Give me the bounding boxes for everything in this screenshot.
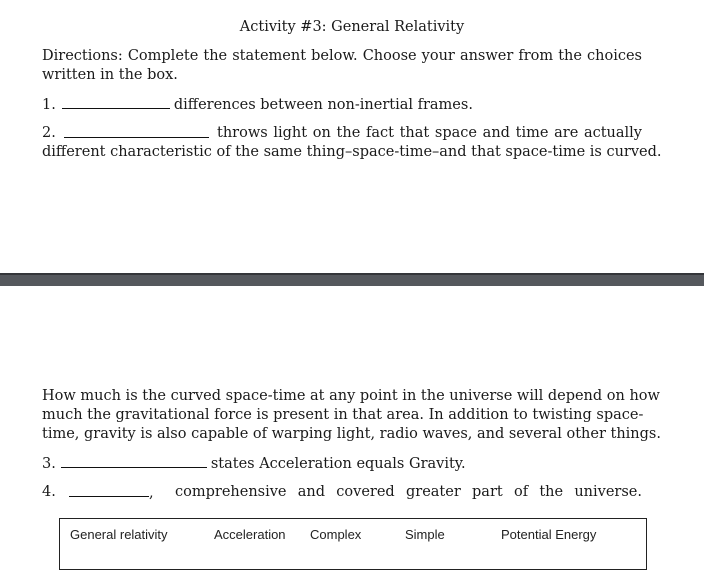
choice-simple[interactable]: Simple [405,527,445,542]
activity-title: Activity #3: General Relativity [239,19,465,35]
item-4-punct: , [149,485,154,501]
item-3-text: states Acceleration equals Gravity. [210,456,466,472]
item-2-text-line-2: different characteristic of the same thing–space-time–and that space-time is curved. [42,144,662,160]
page-divider [0,273,704,286]
item-2-number: 2. [42,125,56,141]
choice-general-relativity[interactable]: General relativity [70,527,168,542]
item-4-number: 4. [42,484,56,500]
item-1 [42,95,473,115]
choice-potential-energy[interactable]: Potential Energy [501,527,597,542]
item-3-blank[interactable] [61,454,207,468]
item-1-blank[interactable] [62,95,170,109]
item-1-text: differences between non-inertial frames. [173,97,473,113]
paragraph-line-3: time, gravity is also capable of warping light, radio waves, and several other things. [42,426,661,442]
item-3 [42,454,466,474]
item-4-blank[interactable] [69,483,149,497]
paragraph-line-2: much the gravitational force is present in that area. In addition to twisting space- [42,407,644,423]
choices-box [59,518,647,570]
item-2-text-line-1: throws light on the fact that space and time are actually [217,125,642,141]
choice-acceleration[interactable]: Acceleration [214,527,286,542]
choice-complex[interactable]: Complex [310,527,362,542]
item-1-number: 1. [42,97,56,113]
item-2-blank[interactable] [64,124,209,138]
paragraph-line-1: How much is the curved space-time at any point in the universe will depend on how [42,388,660,404]
item-3-number: 3. [42,456,56,472]
directions-line-1: Directions: Complete the statement below. Choose your answer from the choices [42,48,642,64]
directions-line-2: written in the box. [42,67,178,83]
item-4-text: comprehensive and covered greater part of the universe. [175,484,642,500]
